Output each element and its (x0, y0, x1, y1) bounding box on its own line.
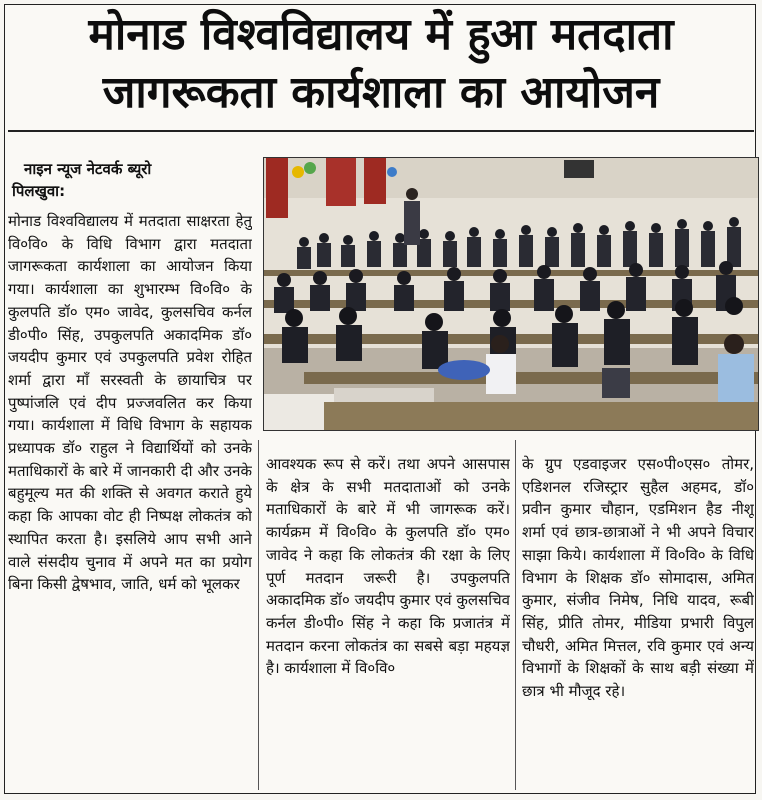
article-column-1: मोनाड विश्वविद्यालय में मतदाता साक्षरता हेतु वि०वि० के विधि विभाग द्वारा मतदाता जागरूकता कार्यशाला का आयोजन किया गया। कार्यशाला का शुभारम्भ वि०वि० के कुलपति डॉ० एम० जावेद, कुलसचिव कर्नल डी०पी० सिंह, उपकुलपति अकादमिक डॉ० जयदीप कुमार एवं उपकुलपति प्रवेश रोहित शर्मा द्वारा माँ सरस्वती के छायाचित्र पर पुष्पांजलि एवं दीप प्रज्जवलित कर किया गया। कार्यशाला में विधि विभाग के सहायक प्रध्यापक डॉ० राहुल ने विद्यार्थियों को उनके मताधिकारों के बारे में जानकारी दी और उनके बहुमूल्य मत की शक्ति से अवगत कराते हुये कहा कि आपका वोट ही निष्पक्ष लोकतंत्र को स्थापित करता है। इसलिये आप सभी आने वाले संसदीय चुनाव में अपने मत का प्रयोग बिना किसी द्वेषभाव, जाति, धर्म को भूलकर (8, 212, 252, 594)
article-column-3: के ग्रुप एडवाइजर एस०पी०एस० तोमर, एडिशनल रजिस्ट्रार सुहैल अहमद, डॉ० प्रवीन कुमार चौहान, एडमिशन हैड नीशू शर्मा एवं छात्र-छात्राओं ने भी अपने विचार साझा किये। कार्यशाला में वि०वि० के विधि विभाग के शिक्षक डॉ० सोमादास, अमित कुमार, संजीव निमेष, निधि यादव, रूबी सिंह, प्रीति तोमर, मीडिया प्रभारी विपुल चौधरी, अमित मित्तल, रवि कुमार एवं अन्य विभागों के शिक्षकों के साथ बड़ी संख्या में छात्र भी मौजूद रहे। (522, 455, 754, 701)
headline-rule (8, 130, 754, 132)
headline-line-1: मोनाड विश्वविद्यालय में हुआ मतदाता (88, 9, 674, 60)
headline (10, 6, 752, 122)
audience-photo-illustration (264, 158, 758, 430)
byline-agency: नाइन न्यूज नेटवर्क ब्यूरो (24, 160, 152, 178)
column-divider (258, 440, 259, 790)
byline-place: पिलखुवा: (12, 182, 66, 200)
article-column-2: आवश्यक रूप से करें। तथा अपने आसपास के क्षेत्र के सभी मतदाताओं को उनके मताधिकारों के बारे में भी जागरूक करें। कार्यक्रम में वि०वि० के कुलपति डॉ० एम० जावेद ने कहा कि लोकतंत्र की रक्षा के लिए पूर्ण मतदान जरूरी है। उपकुलपति अकादमिक डॉ० जयदीप कुमार एवं कुलसचिव कर्नल डी०पी० सिंह ने कहा कि प्रजातंत्र में मतदान करना लोकतंत्र का सबसे बड़ा महयज्ञ है। कार्यशाला में वि०वि० (266, 455, 510, 678)
headline-line-2: जागरूकता कार्यशाला का आयोजन (102, 67, 660, 118)
workshop-photo (263, 157, 759, 431)
byline (12, 158, 250, 202)
column-divider (515, 440, 516, 790)
